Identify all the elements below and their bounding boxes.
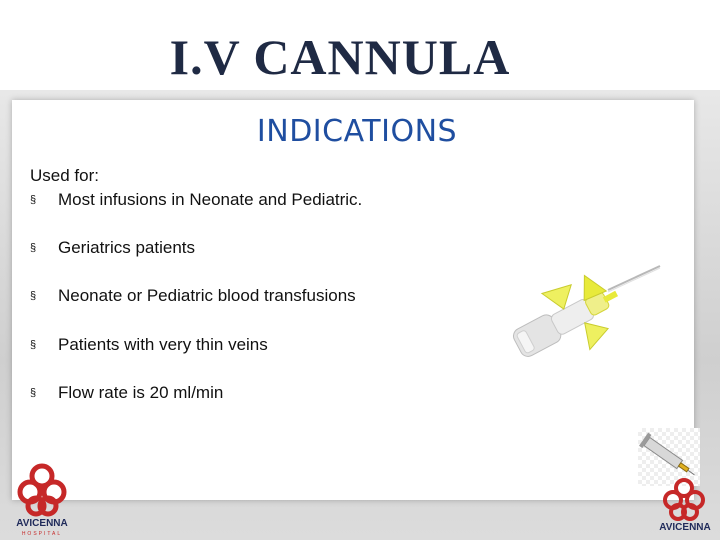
slide-title: I.V CANNULA	[169, 29, 511, 85]
bullet-marker: §	[30, 242, 37, 254]
avicenna-logo-icon	[652, 478, 716, 522]
list-item-text: Most infusions in Neonate and Pediatric.	[58, 190, 363, 209]
list-item-text: Flow rate is 20 ml/min	[58, 383, 224, 402]
left-logo-name: AVICENNA	[16, 518, 68, 529]
list-item	[30, 335, 268, 355]
left-logo-sub: HOSPITAL	[21, 531, 63, 537]
list-item-text: Patients with very thin veins	[58, 335, 268, 354]
list-item-text: Geriatrics patients	[58, 238, 195, 257]
bullet-marker: §	[30, 290, 37, 302]
bullet-marker: §	[30, 339, 37, 351]
right-logo-name: AVICENNA	[659, 522, 711, 533]
list-item-text: Neonate or Pediatric blood transfusions	[58, 286, 356, 305]
section-heading: INDICATIONS	[256, 114, 458, 149]
list-item	[30, 286, 356, 306]
intro-text: Used for:	[30, 166, 99, 185]
left-hospital-logo	[10, 462, 74, 540]
avicenna-logo-icon	[10, 462, 74, 518]
list-item	[30, 383, 223, 403]
right-hospital-logo	[652, 478, 718, 540]
list-item	[30, 238, 195, 258]
bullet-marker: §	[30, 194, 37, 206]
iv-cannula-image	[498, 232, 668, 372]
list-item	[30, 190, 362, 210]
bullet-marker: §	[30, 387, 37, 399]
